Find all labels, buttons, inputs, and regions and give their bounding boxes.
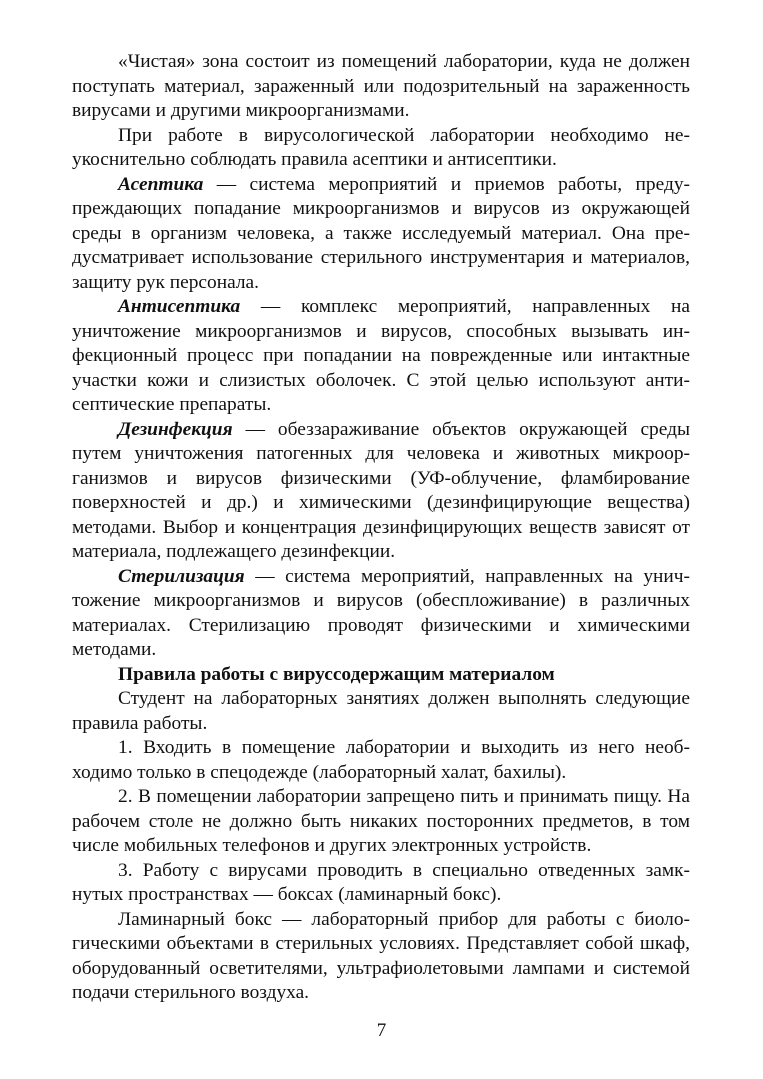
paragraph-aseptic-rules: При работе в вирусологической лаборатории необходимо неукоснительно соблюдать правила асептики и антисептики.: [72, 124, 690, 170]
rule-1: 1. Входить в помещение лаборатории и выходить из него необходимо только в спецодежде (лабораторный халат, бахилы).: [72, 737, 690, 783]
paragraph-student-rules: Студент на лабораторных занятиях должен выполнять следующие правила работы.: [72, 688, 690, 734]
paragraph-antisepsis: [72, 295, 690, 418]
definition-disinfection: — обеззараживание объектов окружающей среды путем уничтожения патогенных для человека и животных микроорганизмов и вирусов физическими (УФ-облучение, фламбирование поверхностей и др.) и химическими (дезинфицирующие вещества) методами. Выбор и концентрация дезинфицирующих веществ зависят от материала, подлежащего дезинфекции.: [72, 418, 690, 562]
term-asepsis: Асептика: [118, 173, 204, 195]
paragraph-asepsis: [72, 173, 690, 296]
section-title: Правила работы с вируссодержащим материалом: [118, 663, 555, 685]
paragraph-laminar-box: Ламинарный бокс — лабораторный прибор для работы с биологическими объектами в стерильных условиях. Представляет собой шкаф, оборудованный осветителями, ультрафиолетовыми лампами и системой подачи стерильного воздуха.: [72, 908, 690, 1003]
document-page: [72, 50, 690, 1006]
page-number: 7: [376, 1020, 387, 1041]
term-disinfection: Дезинфекция: [118, 418, 233, 440]
paragraph-disinfection: [72, 418, 690, 565]
definition-antisepsis: — комплекс мероприятий, направленных на уничтожение микроорганизмов и вирусов, способных вызывать инфекционный процесс при попадании на поврежденные или интактные участки кожи и слизистых оболочек. С этой целью используют антисептические препараты.: [72, 296, 690, 415]
term-antisepsis: Антисептика: [118, 296, 241, 317]
rule-2: 2. В помещении лаборатории запрещено пить и принимать пищу. На рабочем столе не должно быть никаких посторонних предметов, в том числе мобильных телефонов и других электронных устройств.: [72, 786, 690, 856]
definition-sterilization: — система мероприятий, направленных на уничтожение микроорганизмов и вирусов (обеспложивание) в различных материалах. Стерилизацию проводят физическими и химическими методами.: [72, 565, 690, 660]
rule-3: 3. Работу с вирусами проводить в специально отведенных замкнутых пространствах — боксах (ламинарный бокс).: [72, 859, 690, 905]
term-sterilization: Стерилизация: [118, 565, 245, 587]
definition-asepsis: — система мероприятий и приемов работы, предупреждающих попадание микроорганизмов и вирусов из окружающей среды в организм человека, а также исследуемый материал. Она предусматривает использование стерильного инструментария и материалов, защиту рук персонала.: [72, 173, 690, 293]
paragraph-sterilization: [72, 565, 690, 663]
paragraph-clean-zone: «Чистая» зона состоит из помещений лаборатории, куда не должен поступать материал, зараженный или подозрительный на зараженность вирусами и другими микроорганизмами.: [72, 51, 690, 121]
